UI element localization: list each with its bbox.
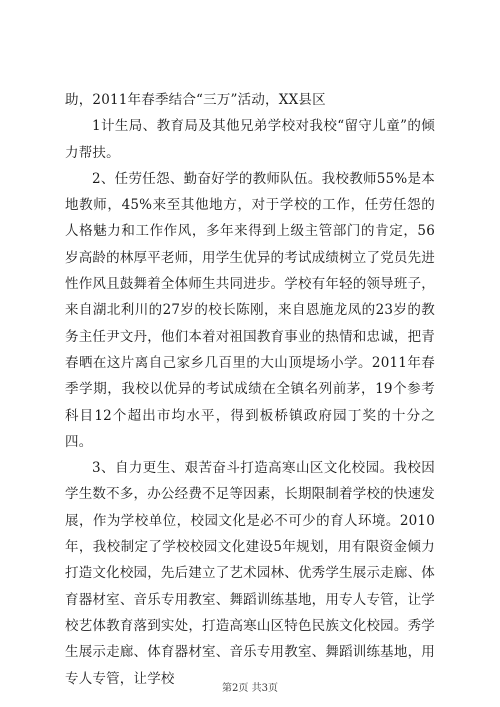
paragraph-campus-culture: 3、自力更生、艰苦奋斗打造高寒山区文化校园。我校因学生数不多，办公经费不足等因素，长期限制着学校的快速发展，作为学校单位，校园文化是必不可少的育人环境。2010年，我校制定了学校校园文化建设5年规划，用有限资金倾力打造文化校园，先后建立了艺术园林、优秀学生展示走廊、体育器材室、音乐专用教室、舞蹈训练基地，用专人专管，让学校艺体教育落到实处，打造高寒山区特色民族文化校园。秀学生展示走廊、体育器材室、音乐专用教室、舞蹈训练基地，用专人专管，让学校 (65, 460, 435, 687)
paragraph-support: 1计生局、教育局及其他兄弟学校对我校“留守儿童”的倾力帮扶。 (65, 118, 435, 161)
document-body (65, 87, 435, 692)
paragraph-teachers: 2、任劳任怨、勤奋好学的教师队伍。我校教师55%是本地教师，45%来至其他地方，对于学校的工作，任劳任怨的人格魅力和工作作风，多年来得到上级主管部门的肯定，56岁高龄的林厚平老师，用学生优异的考试成绩树立了党员先进性作风且鼓舞着全体师生共同进步。学校有年轻的领导班子，来自湖北利川的27岁的校长陈刚，来自恩施龙凤的23岁的教务主任尹文丹，他们本着对祖国教育事业的热情和忠诚，把青春晒在这片离自己家乡几百里的大山顶堤场小学。2011年春季学期，我校以优异的考试成绩在全镇名列前茅，19个参考科目12个超出市均水平，得到板桥镇政府园丁奖的十分之四。 (65, 170, 435, 450)
paragraph-continuation: 助，2011年春季结合“三万”活动，XX县区 (65, 92, 326, 108)
page-footer: 第2页 共3页 (222, 683, 278, 694)
